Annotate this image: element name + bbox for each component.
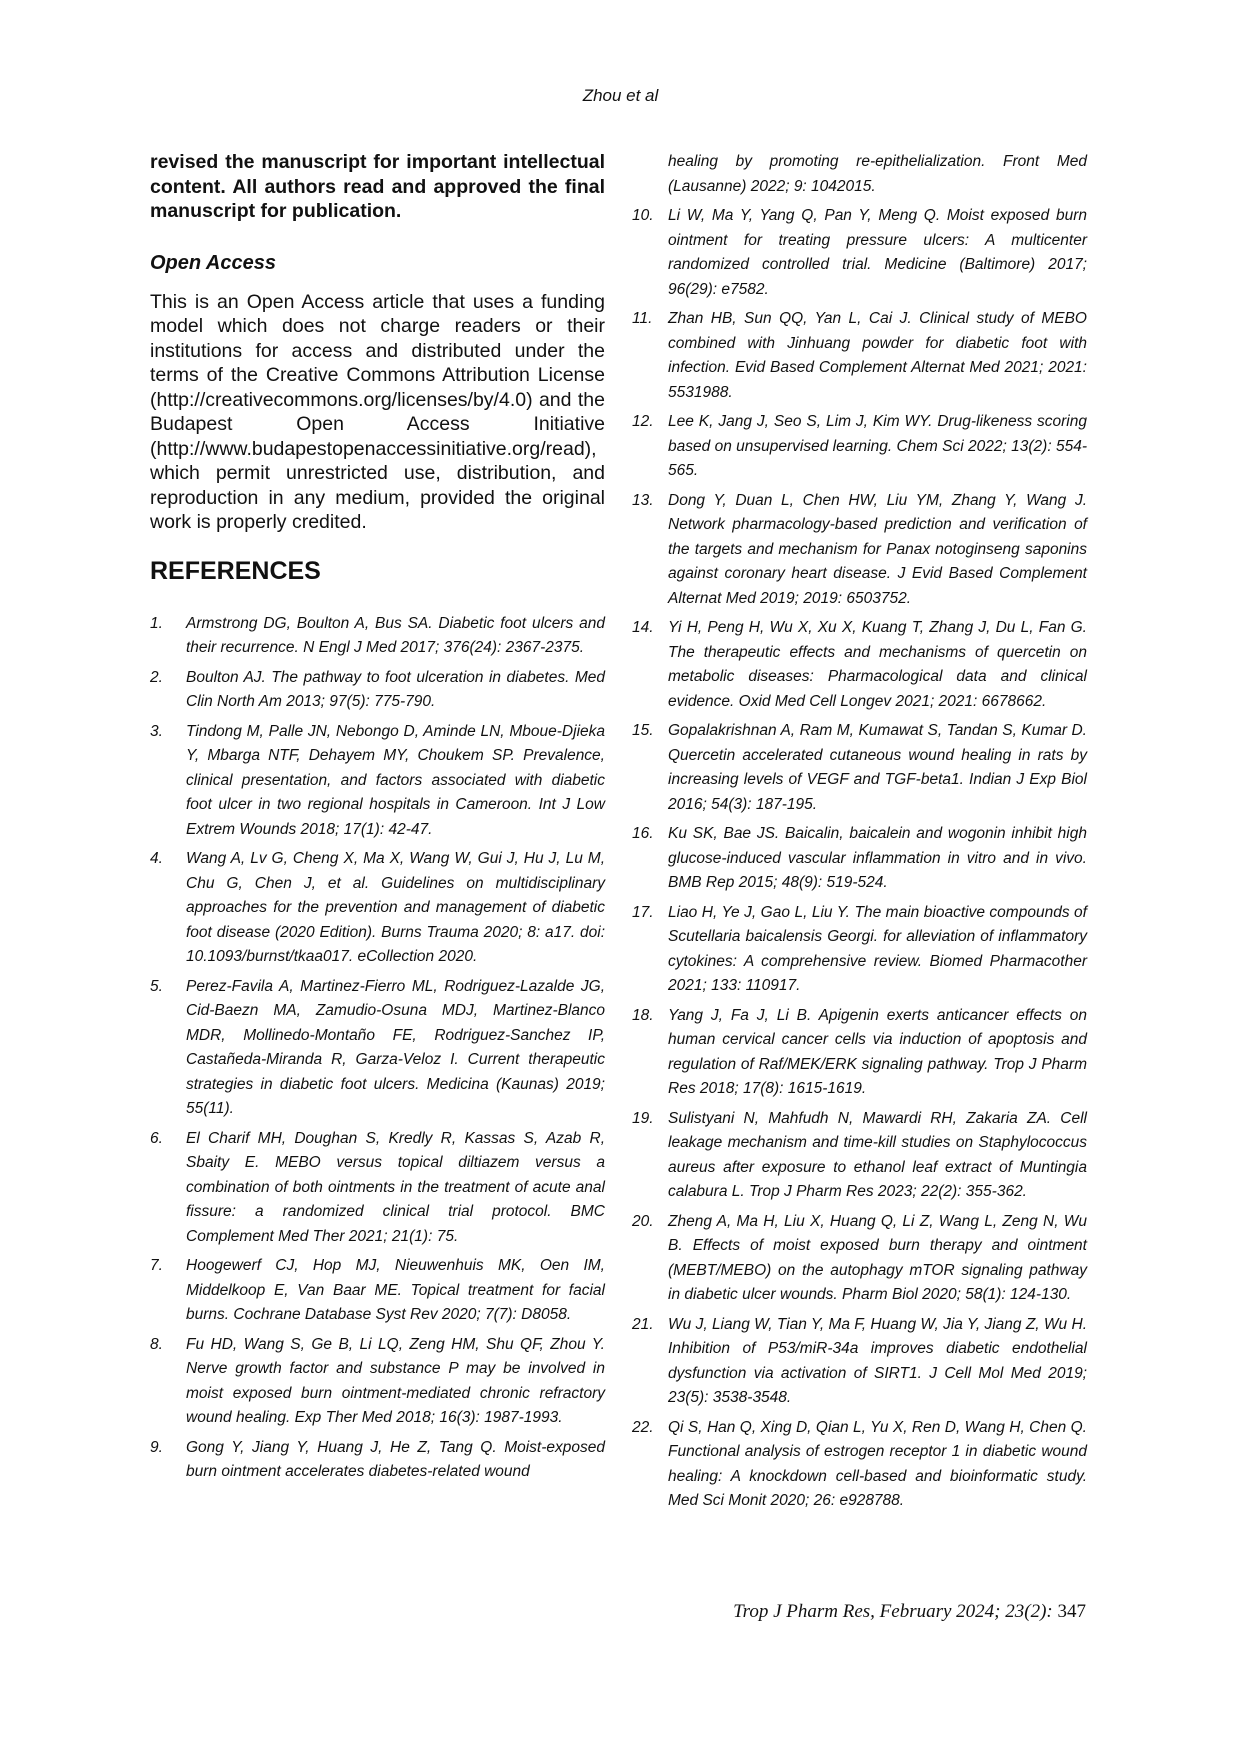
reference-text: El Charif MH, Doughan S, Kredly R, Kassas S, Azab R, Sbaity E. MEBO versus topical diltiazem versus a combination of both ointments in the treatment of acute anal fissure: a randomized clinical trial protocol. BMC Complement Med Ther 2021; 21(1): 75. — [186, 1129, 605, 1245]
reference-text: Lee K, Jang J, Seo S, Lim J, Kim WY. Drug-likeness scoring based on unsupervised learning. Chem Sci 2022; 13(2): 554-565. — [668, 413, 1087, 479]
reference-item — [150, 847, 605, 970]
reference-text: Wang A, Lv G, Cheng X, Ma X, Wang W, Gui J, Hu J, Lu M, Chu G, Chen J, et al. Guidelines on multidisciplinary approaches for the prevention and management of diabetic foot disease (2020 Edition). Burns Trauma 2020; 8: a17. doi: 10.1093/burnst/tkaa017. eCollection 2020. — [186, 850, 605, 965]
left-column — [150, 150, 605, 1490]
reference-item — [632, 410, 1087, 484]
reference-item — [632, 616, 1087, 714]
reference-number: 18. — [632, 1006, 654, 1024]
reference-item — [632, 1107, 1087, 1205]
reference-number: 8. — [150, 1335, 163, 1353]
reference-text: healing by promoting re-epithelialization. Front Med (Lausanne) 2022; 9: 1042015. — [668, 153, 1087, 195]
reference-text: Yang J, Fa J, Li B. Apigenin exerts anticancer effects on human cervical cancer cells via induction of apoptosis and regulation of Raf/MEK/ERK signaling pathway. Trop J Pharm Res 2018; 17(8): 1615-1619. — [668, 1006, 1087, 1097]
reference-text: Armstrong DG, Boulton A, Bus SA. Diabetic foot ulcers and their recurrence. N Engl J Med 2017; 376(24): 2367-2375. — [186, 614, 605, 656]
open-access-heading: Open Access — [150, 251, 276, 274]
reference-number: 22. — [632, 1418, 654, 1436]
reference-number: 20. — [632, 1212, 654, 1230]
reference-item — [150, 1127, 605, 1250]
reference-text: Fu HD, Wang S, Ge B, Li LQ, Zeng HM, Shu QF, Zhou Y. Nerve growth factor and substance P may be involved in moist exposed burn ointment-mediated chronic refractory wound healing. Exp Ther Med 2018; 16(3): 1987-1993. — [186, 1335, 605, 1426]
open-access-text: This is an Open Access article that uses a funding model which does not charge readers or their institutions for access and distributed under the terms of the Creative Commons Attribution License (http://creativecommons.org/licenses/by/4.0) and the Budapest Open Access Initiative (http://www.budapestopenaccessinitiative.org/read), which permit unrestricted use, distribution, and reproduction in any medium, provided the original work is properly credited. — [150, 290, 605, 533]
reference-number — [632, 150, 668, 199]
reference-number: 9. — [150, 1438, 163, 1456]
reference-number: 11. — [632, 310, 653, 327]
reference-text: Tindong M, Palle JN, Nebongo D, Aminde LN, Mboue-Djieka Y, Mbarga NTF, Dehayem MY, Choukem SP. Prevalence, clinical presentation, and factors associated with diabetic foot ulcer in two regional hospitals in Cameroon. Int J Low Extrem Wounds 2018; 17(1): 42-47. — [186, 722, 605, 838]
reference-text: Boulton AJ. The pathway to foot ulceration in diabetes. Med Clin North Am 2013; 97(5): 775-790. — [186, 668, 605, 710]
reference-text: Li W, Ma Y, Yang Q, Pan Y, Meng Q. Moist exposed burn ointment for treating pressure ulcers: A multicenter randomized controlled trial. Medicine (Baltimore) 2017; 96(29): e7582. — [668, 207, 1087, 298]
references-heading: REFERENCES — [150, 556, 321, 585]
reference-text: Qi S, Han Q, Xing D, Qian L, Yu X, Ren D, Wang H, Chen Q. Functional analysis of estrogen receptor 1 in diabetic wound healing: A knockdown cell-based and bioinformatic study. Med Sci Monit 2020; 26: e928788. — [668, 1418, 1087, 1509]
reference-item — [150, 1254, 605, 1328]
reference-item — [632, 150, 1087, 199]
reference-number: 17. — [632, 903, 654, 921]
reference-number: 19. — [632, 1109, 654, 1127]
reference-number: 1. — [150, 614, 163, 632]
reference-item — [632, 1313, 1087, 1411]
reference-text: Sulistyani N, Mahfudh N, Mawardi RH, Zakaria ZA. Cell leakage mechanism and time-kill studies on Staphylococcus aureus after exposure to ethanol leaf extract of Muntingia calabura L. Trop J Pharm Res 2023; 22(2): 355-362. — [668, 1109, 1087, 1200]
reference-item — [632, 719, 1087, 817]
footer-citation: Trop J Pharm Res, February 2024; 23(2): — [733, 1601, 1053, 1622]
reference-item — [632, 204, 1087, 302]
right-column — [632, 150, 1087, 1519]
reference-number: 16. — [632, 825, 654, 842]
reference-number: 10. — [632, 207, 654, 224]
reference-text: Yi H, Peng H, Wu X, Xu X, Kuang T, Zhang J, Du L, Fan G. The therapeutic effects and mechanisms of quercetin on metabolic diseases: Pharmacological data and clinical evidence. Oxid Med Cell Longev 2021; 2021: 6678662. — [668, 619, 1087, 710]
reference-item — [150, 666, 605, 715]
references-list-right — [632, 150, 1087, 1514]
reference-text: Wu J, Liang W, Tian Y, Ma F, Huang W, Jia Y, Jiang Z, Wu H. Inhibition of P53/miR-34a improves diabetic endothelial dysfunction via activation of SIRT1. J Cell Mol Med 2019; 23(5): 3538-3548. — [668, 1315, 1087, 1406]
reference-number: 12. — [632, 413, 654, 430]
reference-text: Ku SK, Bae JS. Baicalin, baicalein and wogonin inhibit high glucose-induced vascular inflammation in vitro and in vivo. BMB Rep 2015; 48(9): 519-524. — [668, 825, 1087, 891]
reference-item — [632, 307, 1087, 405]
intro-text: revised the manuscript for important intellectual content. All authors read and approved the final manuscript for publication. — [150, 151, 605, 222]
reference-text: Gopalakrishnan A, Ram M, Kumawat S, Tandan S, Kumar D. Quercetin accelerated cutaneous wound healing in rats by increasing levels of VEGF and TGF-beta1. Indian J Exp Biol 2016; 54(3): 187-195. — [668, 722, 1087, 813]
page-number: 347 — [1057, 1601, 1086, 1622]
reference-text: Zheng A, Ma H, Liu X, Huang Q, Li Z, Wang L, Zeng N, Wu B. Effects of moist exposed burn therapy and ointment (MEBT/MEBO) on the autophagy mTOR signaling pathway in diabetic ulcer wounds. Pharm Biol 2020; 58(1): 124-130. — [668, 1212, 1087, 1303]
reference-item — [150, 720, 605, 843]
reference-item — [150, 1436, 605, 1485]
reference-item — [632, 1416, 1087, 1514]
reference-number: 7. — [150, 1257, 163, 1274]
reference-number: 21. — [632, 1315, 654, 1333]
reference-number: 6. — [150, 1129, 163, 1147]
reference-text: Perez-Favila A, Martinez-Fierro ML, Rodriguez-Lazalde JG, Cid-Baezn MA, Zamudio-Osuna MDJ, Martinez-Blanco MDR, Mollinedo-Montaño FE, Rodriguez-Sanchez IP, Castañeda-Miranda R, Garza-Veloz I. Current therapeutic strategies in diabetic foot ulcers. Medicina (Kaunas) 2019; 55(11). — [186, 977, 605, 1117]
reference-item — [632, 822, 1087, 896]
reference-item — [150, 1333, 605, 1431]
reference-item — [632, 1004, 1087, 1102]
reference-number: 15. — [632, 722, 654, 739]
reference-number: 13. — [632, 491, 654, 509]
reference-number: 4. — [150, 850, 163, 867]
reference-number: 14. — [632, 619, 654, 636]
page-footer — [733, 1601, 1086, 1623]
reference-item — [150, 975, 605, 1122]
reference-number: 2. — [150, 668, 163, 686]
reference-number: 5. — [150, 977, 163, 995]
reference-item — [632, 489, 1087, 612]
running-header: Zhou et al — [582, 86, 659, 105]
reference-item — [632, 901, 1087, 999]
reference-text: Zhan HB, Sun QQ, Yan L, Cai J. Clinical study of MEBO combined with Jinhuang powder for diabetic foot with infection. Evid Based Complement Alternat Med 2021; 2021: 5531988. — [668, 310, 1087, 401]
reference-number: 3. — [150, 722, 163, 740]
reference-text: Liao H, Ye J, Gao L, Liu Y. The main bioactive compounds of Scutellaria baicalensis Georgi. for alleviation of inflammatory cytokines: A comprehensive review. Biomed Pharmacother 2021; 133: 110917. — [668, 903, 1087, 994]
reference-text: Dong Y, Duan L, Chen HW, Liu YM, Zhang Y, Wang J. Network pharmacology-based prediction and verification of the targets and mechanism for Panax notoginseng saponins against coronary heart disease. J Evid Based Complement Alternat Med 2019; 2019: 6503752. — [668, 491, 1087, 607]
references-list-left — [150, 612, 605, 1485]
reference-text: Hoogewerf CJ, Hop MJ, Nieuwenhuis MK, Oen IM, Middelkoop E, Van Baar ME. Topical treatment for facial burns. Cochrane Database Syst Rev 2020; 7(7): D8058. — [186, 1257, 605, 1323]
reference-item — [632, 1210, 1087, 1308]
reference-text: Gong Y, Jiang Y, Huang J, He Z, Tang Q. Moist-exposed burn ointment accelerates diabetes-related wound — [186, 1438, 605, 1480]
reference-item — [150, 612, 605, 661]
